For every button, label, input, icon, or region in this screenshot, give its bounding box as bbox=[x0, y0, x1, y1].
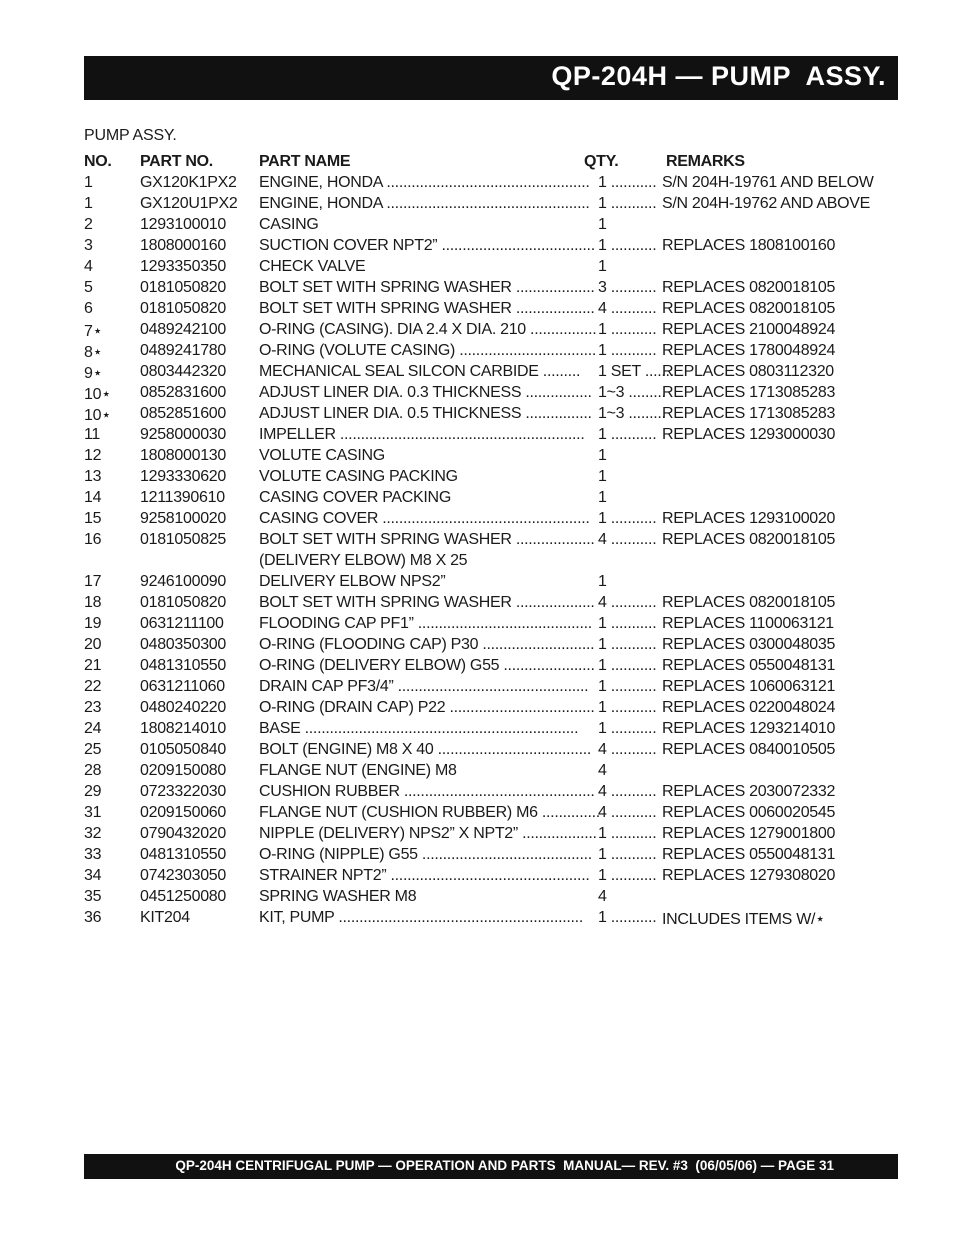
part-name: NIPPLE (DELIVERY) NPS2” X NPT2” .................. bbox=[259, 825, 597, 842]
part-remarks: REPLACES 1713085283 bbox=[662, 384, 836, 401]
part-remarks: REPLACES 0820018105 bbox=[662, 300, 836, 317]
part-number: 0209150080 bbox=[140, 762, 226, 779]
part-number: 0723322030 bbox=[140, 783, 226, 800]
part-number: 0181050820 bbox=[140, 279, 226, 296]
part-name: CUSHION RUBBER .............................................. bbox=[259, 783, 595, 800]
part-item-no: 4 bbox=[84, 258, 93, 275]
part-name: BASE .................................................................. bbox=[259, 720, 579, 737]
part-item-no: 1 bbox=[84, 195, 93, 212]
part-item-no: 25 bbox=[84, 741, 102, 758]
part-name: BOLT SET WITH SPRING WASHER ................... bbox=[259, 300, 595, 317]
part-qty: 1 bbox=[598, 468, 607, 485]
table-row bbox=[84, 300, 884, 321]
part-item-no: 29 bbox=[84, 783, 102, 800]
part-qty: 4 bbox=[598, 762, 607, 779]
part-item-no: 14 bbox=[84, 489, 102, 506]
part-name: CASING bbox=[259, 216, 319, 233]
part-name: ADJUST LINER DIA. 0.3 THICKNESS ................ bbox=[259, 384, 592, 401]
part-remarks: INCLUDES ITEMS W/⋆ bbox=[662, 911, 825, 928]
part-number: 9246100090 bbox=[140, 573, 226, 590]
part-name: O-RING (FLOODING CAP) P30 ........................... bbox=[259, 636, 595, 653]
part-item-no: 10⋆ bbox=[84, 407, 111, 424]
part-item-no: 36 bbox=[84, 909, 102, 926]
table-row bbox=[84, 216, 884, 237]
table-row bbox=[84, 174, 884, 195]
part-item-no: 16 bbox=[84, 531, 102, 548]
part-qty: 1 ........... bbox=[598, 342, 657, 359]
table-row bbox=[84, 804, 884, 825]
column-header-remarks: REMARKS bbox=[666, 153, 745, 170]
part-remarks: S/N 204H-19762 AND ABOVE bbox=[662, 195, 871, 212]
part-name: DRAIN CAP PF3/4” .............................................. bbox=[259, 678, 589, 695]
part-qty: 1 ........... bbox=[598, 636, 657, 653]
part-name: BOLT SET WITH SPRING WASHER ................... bbox=[259, 594, 595, 611]
part-name: FLANGE NUT (CUSHION RUBBER) M6 .............. bbox=[259, 804, 600, 821]
part-name: BOLT SET WITH SPRING WASHER ................... bbox=[259, 279, 595, 296]
part-name: CASING COVER PACKING bbox=[259, 489, 451, 506]
part-name: FLANGE NUT (ENGINE) M8 bbox=[259, 762, 457, 779]
part-remarks: REPLACES 2100048924 bbox=[662, 321, 836, 338]
part-item-no: 20 bbox=[84, 636, 102, 653]
column-header-part-name: PART NAME bbox=[259, 153, 351, 170]
part-qty: 1 bbox=[598, 489, 607, 506]
section-label: PUMP ASSY. bbox=[84, 127, 177, 144]
part-name: SUCTION COVER NPT2” ..................................... bbox=[259, 237, 595, 254]
part-qty: 1 ........... bbox=[598, 678, 657, 695]
part-number: 1293350350 bbox=[140, 258, 226, 275]
part-qty: 4 ........... bbox=[598, 531, 657, 548]
part-remarks: REPLACES 0300048035 bbox=[662, 636, 836, 653]
part-number: GX120U1PX2 bbox=[140, 195, 238, 212]
part-name: O-RING (DRAIN CAP) P22 ................................... bbox=[259, 699, 595, 716]
part-qty: 3 ........... bbox=[598, 279, 657, 296]
part-remarks: REPLACES 1808100160 bbox=[662, 237, 836, 254]
table-row bbox=[84, 510, 884, 531]
part-qty: 4 ........... bbox=[598, 804, 657, 821]
table-row bbox=[84, 447, 884, 468]
part-number: 0209150060 bbox=[140, 804, 226, 821]
part-qty: 1 bbox=[598, 573, 607, 590]
part-item-no: 2 bbox=[84, 216, 93, 233]
part-qty: 1 bbox=[598, 216, 607, 233]
table-row bbox=[84, 405, 884, 426]
part-name: O-RING (VOLUTE CASING) ................................. bbox=[259, 342, 597, 359]
part-item-no: 8⋆ bbox=[84, 344, 103, 361]
part-item-no: 35 bbox=[84, 888, 102, 905]
table-header-row bbox=[84, 153, 884, 174]
part-number: 0852851600 bbox=[140, 405, 226, 422]
part-item-no: 3 bbox=[84, 237, 93, 254]
page-footer-bar bbox=[84, 1154, 898, 1179]
part-item-no: 11 bbox=[84, 426, 101, 443]
part-name: DELIVERY ELBOW NPS2” bbox=[259, 573, 446, 590]
part-remarks: REPLACES 0550048131 bbox=[662, 846, 836, 863]
part-item-no: 31 bbox=[84, 804, 102, 821]
part-number: 9258100020 bbox=[140, 510, 226, 527]
table-row bbox=[84, 699, 884, 720]
part-number: 0790432020 bbox=[140, 825, 226, 842]
part-item-no: 33 bbox=[84, 846, 102, 863]
part-qty: 1 ........... bbox=[598, 174, 657, 191]
part-item-no: 9⋆ bbox=[84, 365, 103, 382]
table-row bbox=[84, 468, 884, 489]
part-item-no: 12 bbox=[84, 447, 102, 464]
part-item-no: 17 bbox=[84, 573, 102, 590]
part-number: 1808214010 bbox=[140, 720, 226, 737]
part-remarks: REPLACES 0820018105 bbox=[662, 594, 836, 611]
part-item-no: 22 bbox=[84, 678, 102, 695]
part-name: BOLT SET WITH SPRING WASHER ................... bbox=[259, 531, 595, 548]
column-header-part-no: PART NO. bbox=[140, 153, 213, 170]
part-qty: 1 ........... bbox=[598, 195, 657, 212]
part-qty: 4 ........... bbox=[598, 300, 657, 317]
part-number: 0480350300 bbox=[140, 636, 226, 653]
part-remarks: REPLACES 0220048024 bbox=[662, 699, 836, 716]
part-item-no: 19 bbox=[84, 615, 102, 632]
part-remarks: REPLACES 1279308020 bbox=[662, 867, 836, 884]
table-body bbox=[84, 174, 884, 930]
part-item-no: 5 bbox=[84, 279, 93, 296]
part-number: KIT204 bbox=[140, 909, 190, 926]
table-row bbox=[84, 237, 884, 258]
part-qty: 4 ........... bbox=[598, 594, 657, 611]
table-row bbox=[84, 615, 884, 636]
part-item-no: 28 bbox=[84, 762, 102, 779]
part-item-no: 7⋆ bbox=[84, 323, 103, 340]
table-row bbox=[84, 783, 884, 804]
part-name: ENGINE, HONDA ................................................. bbox=[259, 174, 590, 191]
table-row bbox=[84, 279, 884, 300]
part-name: CHECK VALVE bbox=[259, 258, 366, 275]
part-qty: 1 ........... bbox=[598, 720, 657, 737]
part-name: SPRING WASHER M8 bbox=[259, 888, 417, 905]
table-row bbox=[84, 657, 884, 678]
part-name: (DELIVERY ELBOW) M8 X 25 bbox=[259, 552, 468, 569]
part-item-no: 18 bbox=[84, 594, 102, 611]
part-name: IMPELLER ........................................................... bbox=[259, 426, 585, 443]
table-row bbox=[84, 909, 884, 930]
part-remarks: S/N 204H-19761 AND BELOW bbox=[662, 174, 874, 191]
part-name: VOLUTE CASING bbox=[259, 447, 385, 464]
column-header-no: NO. bbox=[84, 153, 112, 170]
part-number: 0181050820 bbox=[140, 594, 226, 611]
part-number: 1293330620 bbox=[140, 468, 226, 485]
part-remarks: REPLACES 1279001800 bbox=[662, 825, 836, 842]
page-title: QP-204H — PUMP ASSY. bbox=[551, 61, 886, 91]
part-qty: 1 ........... bbox=[598, 825, 657, 842]
part-remarks: REPLACES 1100063121 bbox=[662, 615, 834, 632]
table-row bbox=[84, 573, 884, 594]
part-qty: 1 ........... bbox=[598, 657, 657, 674]
table-row bbox=[84, 720, 884, 741]
part-qty: 1 bbox=[598, 447, 607, 464]
part-qty: 4 ........... bbox=[598, 783, 657, 800]
part-item-no: 15 bbox=[84, 510, 102, 527]
part-name: MECHANICAL SEAL SILCON CARBIDE ......... bbox=[259, 363, 581, 380]
part-qty: 1 ........... bbox=[598, 846, 657, 863]
column-header-qty: QTY. bbox=[584, 153, 619, 170]
part-number: 9258000030 bbox=[140, 426, 226, 443]
table-row bbox=[84, 321, 884, 342]
part-number: 0451250080 bbox=[140, 888, 226, 905]
part-number: 0852831600 bbox=[140, 384, 226, 401]
part-name: VOLUTE CASING PACKING bbox=[259, 468, 458, 485]
part-name: STRAINER NPT2” ................................................ bbox=[259, 867, 590, 884]
part-item-no: 10⋆ bbox=[84, 386, 111, 403]
table-row bbox=[84, 258, 884, 279]
part-name: CASING COVER .................................................. bbox=[259, 510, 590, 527]
part-remarks: REPLACES 0060020545 bbox=[662, 804, 836, 821]
part-number: 0631211100 bbox=[140, 615, 224, 632]
part-remarks: REPLACES 0550048131 bbox=[662, 657, 836, 674]
part-number: 0481310550 bbox=[140, 846, 226, 863]
part-name: ENGINE, HONDA ................................................. bbox=[259, 195, 590, 212]
parts-table bbox=[84, 153, 884, 930]
part-number: 0181050820 bbox=[140, 300, 226, 317]
part-qty: 1~3 ......... bbox=[598, 384, 666, 401]
table-row bbox=[84, 531, 884, 552]
table-row bbox=[84, 342, 884, 363]
part-qty: 1~3 ......... bbox=[598, 405, 666, 422]
table-row bbox=[84, 825, 884, 846]
part-name: FLOODING CAP PF1” .......................................... bbox=[259, 615, 592, 632]
table-row bbox=[84, 846, 884, 867]
part-number: 0181050825 bbox=[140, 531, 226, 548]
part-item-no: 13 bbox=[84, 468, 102, 485]
part-number: GX120K1PX2 bbox=[140, 174, 237, 191]
part-item-no: 34 bbox=[84, 867, 102, 884]
part-name: O-RING (DELIVERY ELBOW) G55 ...................... bbox=[259, 657, 595, 674]
part-remarks: REPLACES 2030072332 bbox=[662, 783, 836, 800]
table-row bbox=[84, 636, 884, 657]
part-item-no: 24 bbox=[84, 720, 102, 737]
part-name: O-RING (NIPPLE) G55 ......................................... bbox=[259, 846, 592, 863]
part-remarks: REPLACES 0840010505 bbox=[662, 741, 836, 758]
part-remarks: REPLACES 1293000030 bbox=[662, 426, 836, 443]
part-item-no: 21 bbox=[84, 657, 102, 674]
part-name: ADJUST LINER DIA. 0.5 THICKNESS ................ bbox=[259, 405, 592, 422]
part-qty: 1 ........... bbox=[598, 615, 657, 632]
part-remarks: REPLACES 0803112320 bbox=[662, 363, 834, 380]
part-qty: 4 bbox=[598, 888, 607, 905]
part-name: BOLT (ENGINE) M8 X 40 ..................................... bbox=[259, 741, 592, 758]
part-qty: 1 ........... bbox=[598, 867, 657, 884]
part-remarks: REPLACES 1293100020 bbox=[662, 510, 836, 527]
part-remarks: REPLACES 1293214010 bbox=[662, 720, 836, 737]
part-remarks: REPLACES 0820018105 bbox=[662, 279, 836, 296]
part-remarks: REPLACES 1780048924 bbox=[662, 342, 836, 359]
part-qty: 1 ........... bbox=[598, 699, 657, 716]
table-row bbox=[84, 426, 884, 447]
part-qty: 1 bbox=[598, 258, 607, 275]
table-row bbox=[84, 867, 884, 888]
table-row bbox=[84, 741, 884, 762]
part-number: 0742303050 bbox=[140, 867, 226, 884]
part-qty: 1 ........... bbox=[598, 510, 657, 527]
part-number: 1293100010 bbox=[140, 216, 226, 233]
part-qty: 1 ........... bbox=[598, 237, 657, 254]
part-qty: 1 ........... bbox=[598, 909, 657, 926]
table-row bbox=[84, 678, 884, 699]
part-number: 0105050840 bbox=[140, 741, 226, 758]
table-row bbox=[84, 384, 884, 405]
page-header-bar bbox=[84, 56, 898, 100]
part-qty: 4 ........... bbox=[598, 741, 657, 758]
part-qty: 1 ........... bbox=[598, 321, 657, 338]
table-row bbox=[84, 594, 884, 615]
part-remarks: REPLACES 0820018105 bbox=[662, 531, 836, 548]
table-row bbox=[84, 489, 884, 510]
table-row bbox=[84, 552, 884, 573]
part-remarks: REPLACES 1060063121 bbox=[662, 678, 836, 695]
part-number: 0480240220 bbox=[140, 699, 226, 716]
part-name: KIT, PUMP ........................................................... bbox=[259, 909, 583, 926]
part-number: 1808000160 bbox=[140, 237, 226, 254]
part-name: O-RING (CASING). DIA 2.4 X DIA. 210 ................ bbox=[259, 321, 597, 338]
part-item-no: 23 bbox=[84, 699, 102, 716]
table-row bbox=[84, 888, 884, 909]
part-remarks: REPLACES 1713085283 bbox=[662, 405, 836, 422]
part-number: 0631211060 bbox=[140, 678, 225, 695]
part-number: 0489242100 bbox=[140, 321, 226, 338]
footer-text: QP-204H CENTRIFUGAL PUMP — OPERATION AND PARTS MANUAL— REV. #3 (06/05/06) — PAGE 31 bbox=[175, 1158, 834, 1173]
part-number: 0481310550 bbox=[140, 657, 226, 674]
table-row bbox=[84, 762, 884, 783]
part-number: 1808000130 bbox=[140, 447, 226, 464]
part-number: 0489241780 bbox=[140, 342, 226, 359]
table-row bbox=[84, 195, 884, 216]
part-number: 1211390610 bbox=[140, 489, 225, 506]
part-qty: 1 ........... bbox=[598, 426, 657, 443]
part-item-no: 32 bbox=[84, 825, 102, 842]
part-number: 0803442320 bbox=[140, 363, 226, 380]
part-item-no: 1 bbox=[84, 174, 93, 191]
part-item-no: 6 bbox=[84, 300, 93, 317]
table-row bbox=[84, 363, 884, 384]
part-qty: 1 SET ....... bbox=[598, 363, 674, 380]
